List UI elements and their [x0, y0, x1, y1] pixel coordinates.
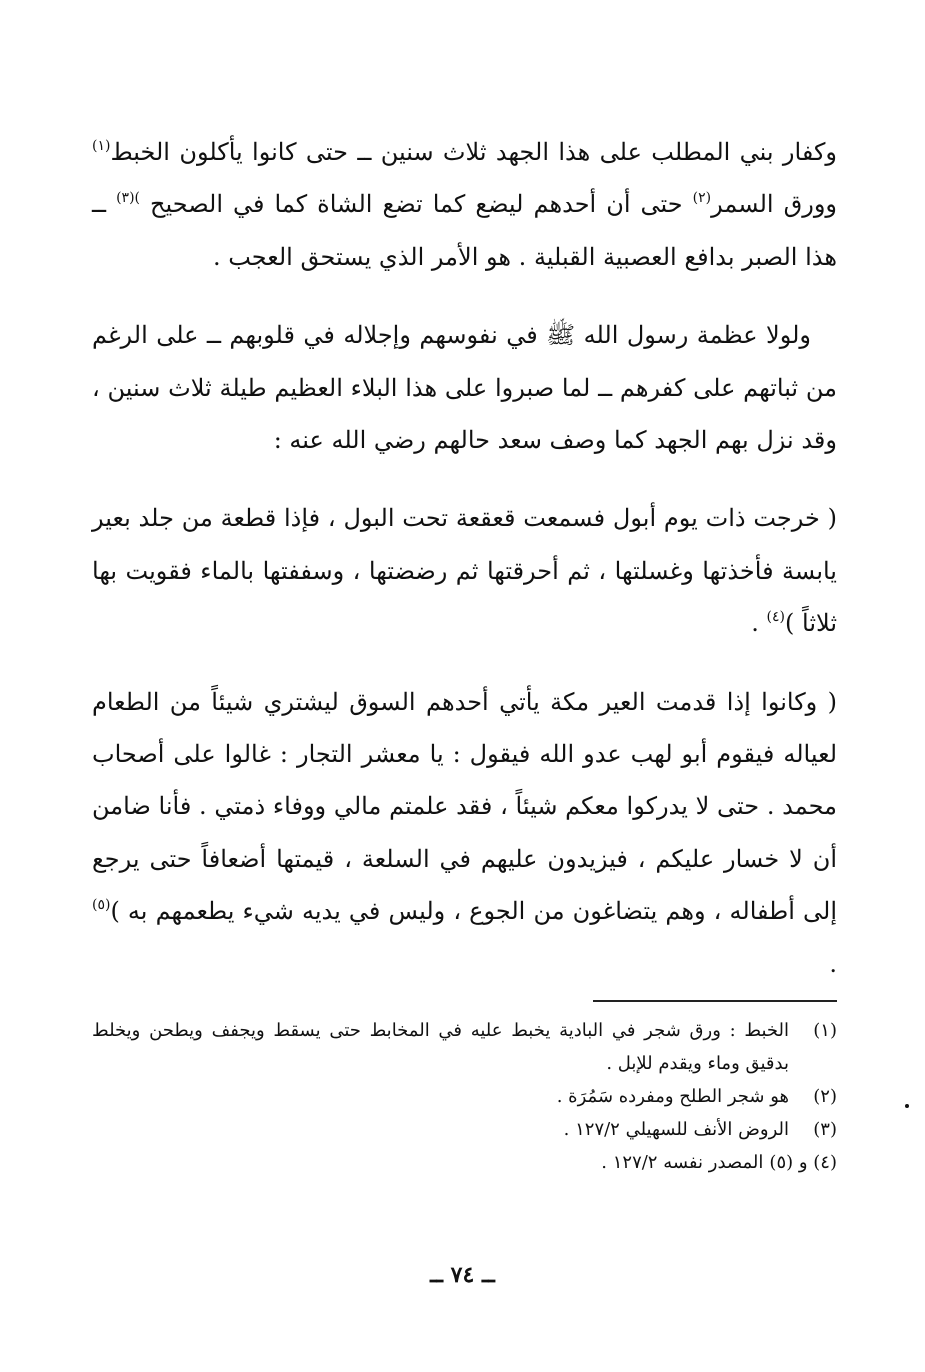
- paragraph-3-end: .: [751, 609, 767, 638]
- footnote-ref-4[interactable]: (٤): [766, 609, 786, 626]
- footnote-ref-3[interactable]: )(٣): [116, 190, 141, 207]
- paragraph-2-text: ولولا عظمة رسول الله ﷺ في نفوسهم وإجلاله في قلوبهم ــ على الرغم من ثباتهم على كفرهم ــ لما صبروا على هذا البلاء العظيم طيلة ثلاث سنين ، وقد نزل بهم الجهد كما وصف سعد حالهم رضي الله عنه :: [92, 321, 837, 455]
- paragraph-4-text: ( وكانوا إذا قدمت العير مكة يأتي أحدهم السوق ليشتري شيئاً من الطعام لعياله فيقوم أبو لهب عدو الله فيقول : يا معشر التجار : غالوا على أصحاب محمد . حتى لا يدركوا معكم شيئاً ، فقد علمتم مالي ووفاء ذمتي . فأنا ضامن أن لا خسار عليكم ، فيزيدون عليهم في السلعة ، قيمتها أضعافاً حتى يرجع إلى أطفاله ، وهم يتضاغون من الجوع ، وليس في يديه شيء يطعمهم به ): [92, 687, 837, 926]
- scan-speck: [905, 1104, 909, 1108]
- footnote-ref-2[interactable]: (٢): [692, 190, 712, 207]
- paragraph-2: [92, 309, 837, 466]
- footnote-number: (٣): [813, 1119, 837, 1140]
- footnote-text: الخبط : ورق شجر في البادية يخبط عليه في المخابط حتى يسقط ويجفف ويطحن ويخلط بدقيق وماء ويقدم للإبل .: [92, 1020, 789, 1074]
- footnote-4: [92, 1146, 837, 1179]
- paragraph-1: [92, 126, 837, 283]
- paragraph-1-text-a: وكفار بني المطلب على هذا الجهد ثلاث سنين ــ حتى كانوا يأكلون الخبط: [110, 138, 837, 166]
- footnote-text: الروض الأنف للسهيلي ١٢٧/٢ .: [563, 1119, 789, 1140]
- footnote-ref-5[interactable]: (٥): [92, 897, 111, 914]
- footnote-ref-1[interactable]: (١): [92, 138, 111, 154]
- footnote-2: [92, 1080, 837, 1113]
- footnotes: [92, 1014, 837, 1179]
- main-text: [92, 126, 837, 1016]
- paragraph-1-text-b: وورق السمر: [711, 190, 837, 219]
- paragraph-3-text: ( خرجت ذات يوم أبول فسمعت قعقعة تحت البول ، فإذا قطعة من جلد بعير يابسة فأخذتها وغسلتها ، ثم أحرقتها ثم رضضتها ، وسففتها بالماء فقويت بها ثلاثاً ): [92, 504, 837, 638]
- footnote-1: [92, 1014, 837, 1080]
- footnote-text: هو شجر الطلح ومفرده سَمُرَة .: [556, 1086, 789, 1107]
- paragraph-3: [92, 492, 837, 649]
- paragraph-1-text-c: حتى أن أحدهم ليضع كما تضع الشاة كما في الصحيح: [140, 190, 693, 219]
- footnote-text: المصدر نفسه ١٢٧/٢ .: [601, 1152, 764, 1173]
- footnote-3: [92, 1113, 837, 1146]
- footnote-number: (٤) و (٥): [769, 1152, 837, 1173]
- page-number: ــ ٧٤ ــ: [430, 1262, 495, 1288]
- footnote-number: (١): [813, 1020, 837, 1041]
- footnote-divider: [593, 1000, 837, 1002]
- paragraph-4-end: .: [829, 949, 837, 978]
- footnote-number: (٢): [813, 1086, 837, 1107]
- paragraph-4: [92, 676, 837, 990]
- paragraph-1-text-d: ــ هذا الصبر بدافع العصبية القبلية . هو الأمر الذي يستحق العجب .: [92, 190, 837, 271]
